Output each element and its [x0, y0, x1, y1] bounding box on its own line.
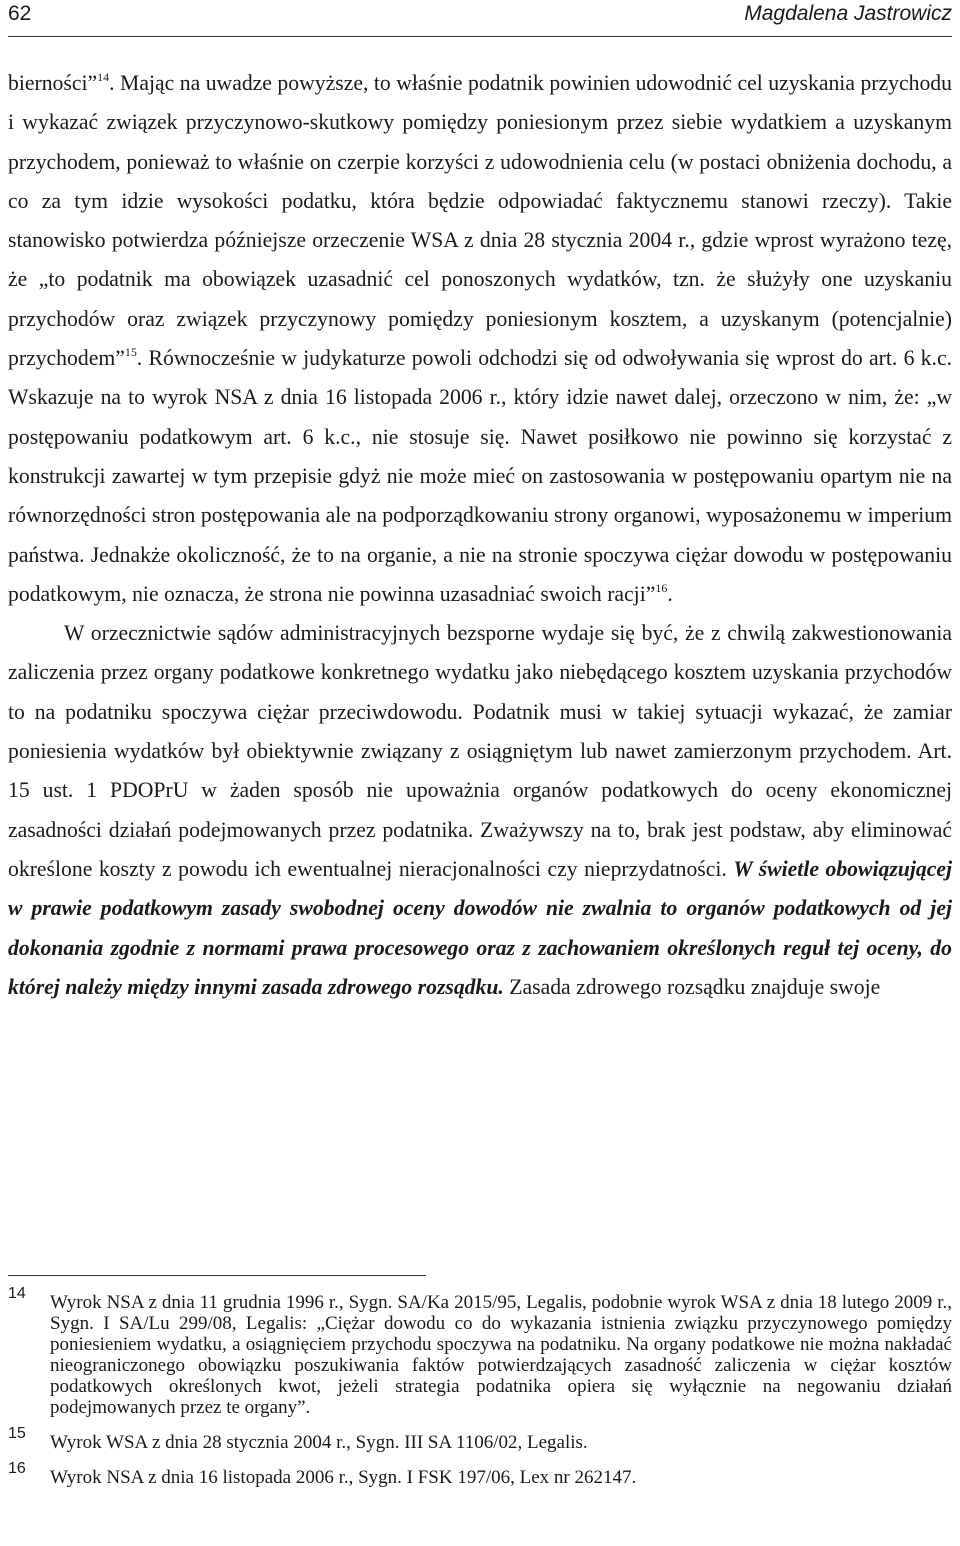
footnote-ref-14[interactable]: 14 — [97, 70, 110, 84]
footnote-separator — [8, 1275, 426, 1276]
paragraph-2 — [8, 614, 952, 1007]
footnote-16 — [8, 1460, 952, 1488]
footnote-ref-16[interactable]: 16 — [655, 580, 668, 595]
text-run: bierności” — [8, 71, 98, 95]
header-rule — [8, 36, 952, 37]
text-run: . — [667, 581, 673, 606]
text-run: W orzecznictwie sądów administracyjnych bezsporne wydaje się być, że z chwilą zakwestionowania zaliczenia przez organy podatkowe konkretnego wydatku jako niebędącego kosztem uzyskania przychodów to na podatniku spoczywa ciężar przeciwdowodu. Podatnik musi w takiej sytuacji wykazać, że zamiar poniesienia wydatków był obiektywnie związany z osiągniętym lub nawet zamierzonym przychodem. Art. 15 ust. 1 PDOPrU w żaden sposób nie upoważnia organów podatkowych do oceny ekonomicznej zasadności działań podejmowanych przez podatnika. Zważywszy na to, brak jest podstaw, aby eliminować określone koszty z powodu ich ewentualnej nieracjonalności czy nieprzydatności. — [8, 621, 952, 881]
footnote-text: Wyrok WSA z dnia 28 stycznia 2004 r., Sygn. III SA 1106/02, Legalis. — [50, 1432, 588, 1453]
running-head-author: Magdalena Jastrowicz — [744, 2, 952, 25]
footnote-ref-15[interactable]: 15 — [124, 345, 137, 360]
footnote-marker: 16 — [8, 1460, 26, 1477]
text-run: . Mając na uwadze powyższe, to właśnie podatnik powinien udowodnić cel uzyskania przychodu i wykazać związek przyczynowo-skutkowy pomiędzy poniesionym przez siebie wydatkiem a uzyskanym przychodem, ponieważ to właśnie on czerpie korzyści z udowodnienia celu (w postaci obniżenia dochodu, a co za tym idzie wysokości podatku, która będzie odpowiadać faktycznemu stanowi rzeczy). Takie stanowisko potwierdza późniejsze orzeczenie WSA z dnia 28 stycznia 2004 r., gdzie wprost wyrażono tezę, że „to podatnik ma obowiązek uzasadnić cel ponoszonych wydatków, tzn. że służyły one uzyskaniu przychodów oraz związek przyczynowy pomiędzy poniesionym kosztem, a uzyskanym (potencjalnie) przychodem” — [8, 71, 952, 371]
footnote-marker: 14 — [8, 1285, 26, 1302]
text-run: . Równocześnie w judykaturze powoli odchodzi się od odwoływania się wprost do art. 6 k.c. Wskazuje na to wyrok NSA z dnia 16 listopada 2006 r., który idzie nawet dalej, orzeczono w nim, że: „w postępowaniu podatkowym art. 6 k.c., nie stosuje się. Nawet posiłkowo nie powinno się korzystać z konstrukcji zawartej w tym przepisie gdyż nie może mieć on zastosowania w postępowaniu opartym nie na równorzędności stron postępowania ale na podporządkowaniu strony organowi, wyposażonemu w imperium państwa. Jednakże okoliczność, że to na organie, a nie na stronie spoczywa ciężar dowodu w postępowaniu podatkowym, nie oznacza, że strona nie powinna uzasadniać swoich racji” — [8, 346, 952, 606]
main-text — [8, 64, 952, 1007]
footnote-text: Wyrok NSA z dnia 16 listopada 2006 r., Sygn. I FSK 197/06, Lex nr 262147. — [50, 1467, 637, 1488]
footnote-marker: 15 — [8, 1425, 26, 1442]
footnote-14 — [8, 1285, 952, 1418]
text-run: Zasada zdrowego rozsądku znajduje swoje — [509, 974, 881, 999]
page-header — [8, 0, 952, 34]
page-number: 62 — [8, 2, 32, 25]
footnote-15 — [8, 1425, 952, 1453]
paragraph-1 — [8, 64, 952, 614]
emphasized-text: W świetle obowiązującej w prawie podatkowym zasady swobodnej oceny dowodów nie zwalnia to organów podatkowych od jej dokonania zgodnie z normami prawa procesowego oraz z zachowaniem określonych reguł tej oceny, do której należy między innymi zasada zdrowego rozsądku. — [8, 856, 953, 999]
footnote-text: Wyrok NSA z dnia 11 grudnia 1996 r., Sygn. SA/Ka 2015/95, Legalis, podobnie wyrok WSA z dnia 18 lutego 2009 r., Sygn. I SA/Lu 299/08, Legalis: „Ciężar dowodu co do wykazania istnienia związku przyczynowego pomiędzy poniesieniem wydatku, a osiągnięciem przychodu spoczywa na podatniku. Na organy podatkowe nie można nakładać nieograniczonego obowiązku poszukiwania faktów potwierdzających zasadność zaliczenia w ciężar kosztów podatkowych określonych kwot, jeżeli strategia podatnika opiera się wyłącznie na negowaniu działań podejmowanych przez te organy”. — [50, 1292, 952, 1418]
footnotes — [8, 1285, 952, 1502]
